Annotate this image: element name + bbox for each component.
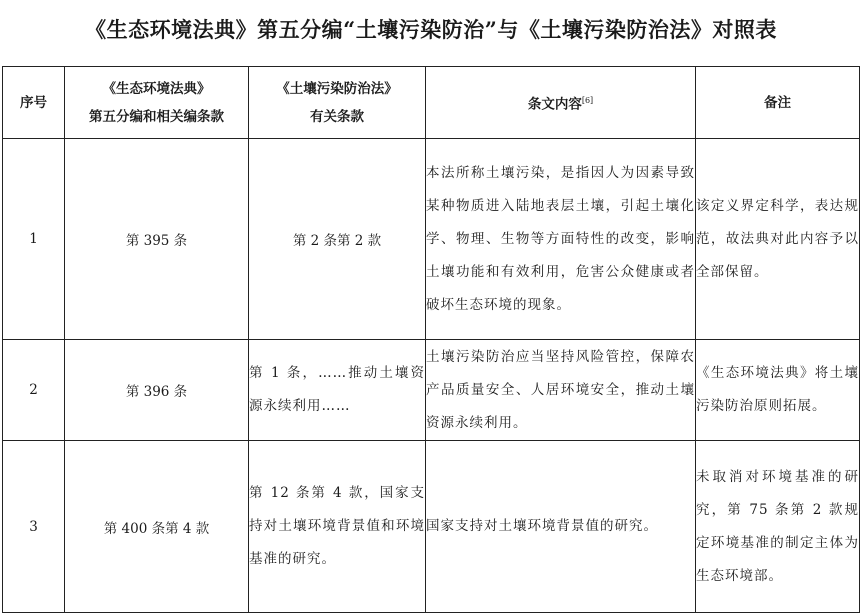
header-code-article [65,67,249,139]
header-code-line2: 第五分编和相关编条款 [89,108,224,125]
cell-code-article: 第 400 条第 4 款 [65,441,249,613]
cell-index: 1 [3,139,65,340]
table-row [3,139,860,340]
table-header-row [3,67,860,139]
header-content [426,67,696,139]
header-law-line1: 《土壤污染防治法》 [276,80,398,97]
cell-remark: 未取消对环境基准的研究，第 75 条第 2 款规定环境基准的制定主体为生态环境部。 [696,441,860,613]
cell-code-article: 第 396 条 [65,340,249,441]
cell-law-article: 第 1 条，……推动土壤资源永续利用…… [249,340,426,441]
cell-index: 3 [3,441,65,613]
cell-remark: 该定义界定科学，表达规范，故法典对此内容予以全部保留。 [696,139,860,340]
header-law-line2: 有关条款 [310,108,364,125]
cell-content: 本法所称土壤污染，是指因人为因素导致某种物质进入陆地表层土壤，引起土壤化学、物理、生物等方面特性的改变，影响土壤功能和有效利用，危害公众健康或者破坏生态环境的现象。 [426,139,696,340]
cell-remark: 《生态环境法典》将土壤污染防治原则拓展。 [696,340,860,441]
header-index: 序号 [3,67,65,139]
table-row [3,441,860,613]
cell-law-article: 第 12 条第 4 款，国家支持对土壤环境背景值和环境基准的研究。 [249,441,426,613]
cell-content: 土壤污染防治应当坚持风险管控，保障农产品质量安全、人居环境安全，推动土壤资源永续利用。 [426,340,696,441]
cell-index: 2 [3,340,65,441]
header-remark: 备注 [696,67,860,139]
comparison-table [2,66,860,613]
cell-code-article: 第 395 条 [65,139,249,340]
cell-law-article: 第 2 条第 2 款 [249,139,426,340]
header-law-article [249,67,426,139]
header-code-line1: 《生态环境法典》 [102,80,211,97]
footnote-marker: [6] [581,95,594,105]
page-title: 《生态环境法典》第五分编“土壤污染防治”与《土壤污染防治法》对照表 [85,17,777,42]
header-content-label: 条文内容 [527,96,582,113]
table-row [3,340,860,441]
cell-content: 国家支持对土壤环境背景值的研究。 [426,441,696,613]
